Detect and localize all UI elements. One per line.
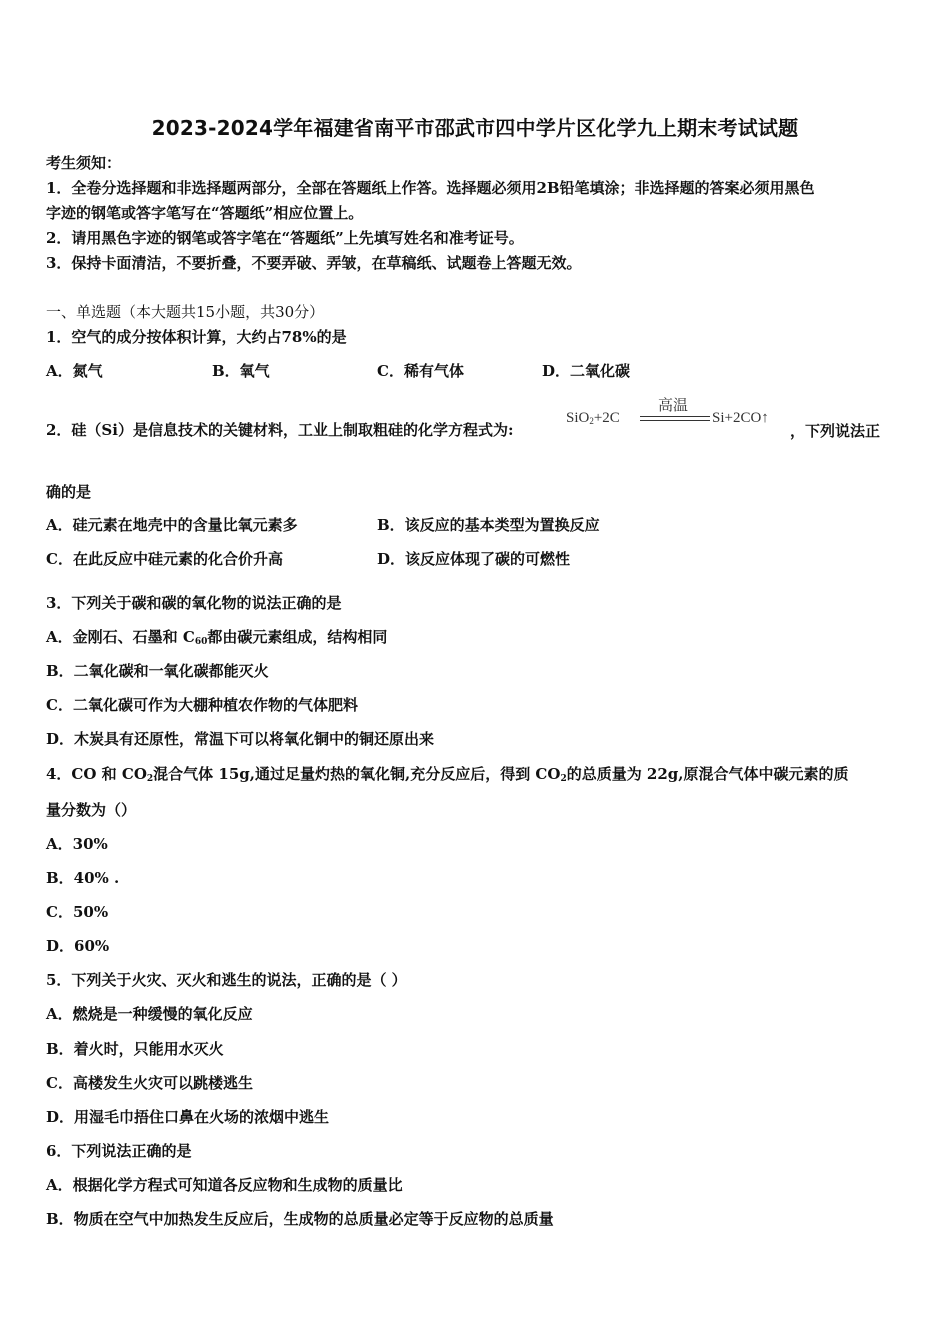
q6-option-b: B．物质在空气中加热发生反应后，生成物的总质量必定等于反应物的总质量 <box>46 1210 554 1228</box>
question-1-stem: 1．空气的成分按体积计算，大约占78%的是 <box>46 328 347 346</box>
q5-option-d: D．用湿毛巾捂住口鼻在火场的浓烟中逃生 <box>46 1108 330 1126</box>
q6-option-a: A．根据化学方程式可知道各反应物和生成物的质量比 <box>46 1176 403 1194</box>
equation-bar-top <box>640 416 710 417</box>
notice-item: 字迹的钢笔或答字笔写在“答题纸”相应位置上。 <box>46 204 364 222</box>
equation-bar-bottom <box>640 420 710 421</box>
q3-option-d: D．木炭具有还原性，常温下可以将氧化铜中的铜还原出来 <box>46 730 435 748</box>
q2-option-b: B．该反应的基本类型为置换反应 <box>377 516 600 534</box>
question-4-stem <box>46 764 849 784</box>
question-5-stem: 5．下列关于火灾、灭火和逃生的说法，正确的是（ ） <box>46 971 407 989</box>
q1-option-b: B．氧气 <box>212 362 270 380</box>
q4-stem-part: 的总质量为 22g,原混合气体中碳元素的质 <box>566 765 849 783</box>
equation-products: Si+2CO↑ <box>712 410 769 426</box>
q4-stem-part: 混合气体 15g,通过足量灼热的氧化铜,充分反应后，得到 CO <box>153 765 561 783</box>
c60-subscript: 60 <box>194 637 208 647</box>
question-6-stem: 6．下列说法正确的是 <box>46 1142 192 1160</box>
q3-option-a <box>46 627 387 647</box>
q1-option-d: D．二氧化碳 <box>542 362 631 380</box>
question-4-stem-continued: 量分数为（） <box>46 801 137 819</box>
q1-option-a: A．氮气 <box>46 362 103 380</box>
q2-option-a: A．硅元素在地壳中的含量比氧元素多 <box>46 516 298 534</box>
q4-option-b: B．40% . <box>46 869 120 887</box>
section-heading: 一、单选题（本大题共15小题，共30分） <box>46 303 325 321</box>
q5-option-a: A．燃烧是一种缓慢的氧化反应 <box>46 1005 253 1023</box>
question-3-stem: 3．下列关于碳和碳的氧化物的说法正确的是 <box>46 594 342 612</box>
equation-subscript: 2 <box>589 416 594 426</box>
page-title: 2023-2024学年福建省南平市邵武市四中学片区化学九上期末考试试题 <box>151 116 799 140</box>
q3-option-b: B．二氧化碳和一氧化碳都能灭火 <box>46 662 269 680</box>
co2-subscript: 2 <box>560 774 567 784</box>
notice-item: 3．保持卡面清洁，不要折叠，不要弄破、弄皱，在草稿纸、试题卷上答题无效。 <box>46 254 582 272</box>
q4-option-c: C．50% <box>46 903 109 921</box>
notice-item: 1．全卷分选择题和非选择题两部分，全部在答题纸上作答。选择题必须用2B铅笔填涂；非选择题的答案必须用黑色 <box>46 179 815 197</box>
notice-heading: 考生须知： <box>46 154 122 172</box>
q4-option-a: A．30% <box>46 835 108 853</box>
equation-carbon: +2C <box>593 410 620 426</box>
question-2-stem-end: ，下列说法正 <box>790 422 881 440</box>
equation-sio: SiO <box>566 410 590 426</box>
q3-option-a-text-end: 都由碳元素组成，结构相同 <box>207 628 388 646</box>
q3-option-c: C．二氧化碳可作为大棚种植农作物的气体肥料 <box>46 696 358 714</box>
q2-option-c: C．在此反应中硅元素的化合价升高 <box>46 550 283 568</box>
equation-reactants <box>566 410 620 427</box>
chemical-equation <box>566 398 791 438</box>
q3-option-a-text: A．金刚石、石墨和 C <box>46 628 195 646</box>
question-2-stem-continued: 确的是 <box>46 483 92 501</box>
q2-option-d: D．该反应体现了碳的可燃性 <box>377 550 571 568</box>
q1-option-c: C．稀有气体 <box>377 362 464 380</box>
q4-option-d: D．60% <box>46 937 110 955</box>
q4-stem-part: 4．CO 和 CO <box>46 765 147 783</box>
q5-option-c: C．高楼发生火灾可以跳楼逃生 <box>46 1074 253 1092</box>
co2-subscript: 2 <box>146 774 154 784</box>
equation-condition: 高温 <box>658 398 689 414</box>
question-2-stem: 2．硅（Si）是信息技术的关键材料，工业上制取粗硅的化学方程式为: <box>46 421 514 439</box>
notice-item: 2．请用黑色字迹的钢笔或答字笔在“答题纸”上先填写姓名和准考证号。 <box>46 229 524 247</box>
q5-option-b: B．着火时，只能用水灭火 <box>46 1040 224 1058</box>
